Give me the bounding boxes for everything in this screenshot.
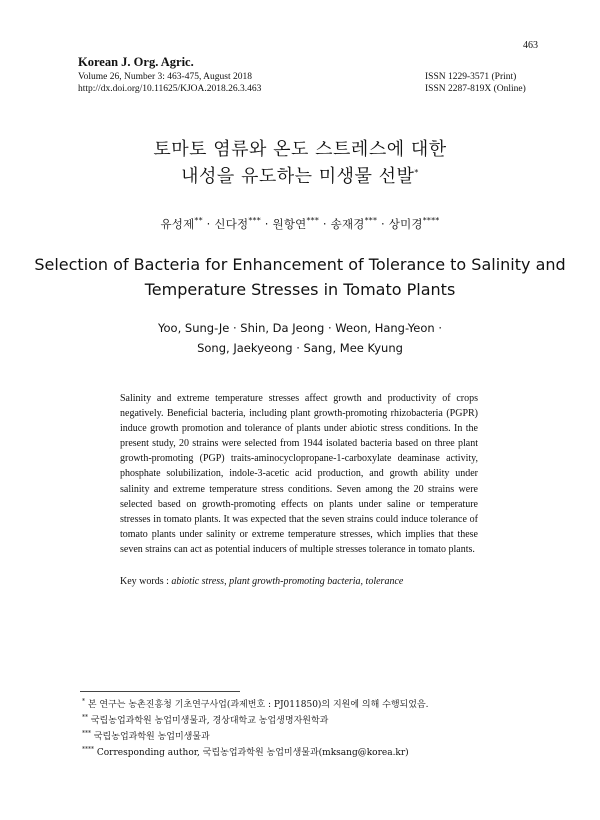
- issn-print: ISSN 1229-3571 (Print): [425, 72, 517, 82]
- issn-online: ISSN 2287-819X (Online): [425, 84, 526, 94]
- footnote-mark: ****: [82, 746, 94, 753]
- author-ko: 신다정: [214, 217, 249, 231]
- footnote-mark: *: [82, 698, 85, 705]
- korean-title-line1: 토마토 염류와 온도 스트레스에 대한: [153, 139, 447, 160]
- footnote-text: 국립농업과학원 농업미생물과: [91, 732, 210, 742]
- korean-authors: [0, 216, 600, 232]
- keywords: [120, 576, 403, 587]
- footnote-mark: ***: [82, 730, 91, 737]
- page-number: 463: [523, 40, 538, 51]
- author-mark: ***: [364, 216, 378, 226]
- author-ko: 원항연: [272, 217, 307, 231]
- separator: ·: [206, 217, 211, 231]
- author-mark: ***: [248, 216, 261, 226]
- footnote-item: [82, 729, 429, 745]
- footnote-item: [82, 713, 429, 729]
- english-title: [0, 252, 600, 302]
- english-authors: [0, 318, 600, 358]
- footnote-divider: [80, 691, 240, 692]
- separator: ·: [322, 217, 327, 231]
- footnote-item: [82, 745, 429, 761]
- journal-name: Korean J. Org. Agric.: [78, 55, 194, 69]
- abstract: Salinity and extreme temperature stresses affect growth and productivity of crops negatively. Beneficial bacteria, including plant growth-promoting rhizobacteria (PGPR) induce growth promotion and tolerance of plants under abiotic stress conditions. In the present study, 20 strains were selected from 1944 isolated bacteria based on three plant growth-promoting (PGP) traits-aminocyclopropane-1-carboxylate deaminase activity, phosphate solubilization, indole-3-acetic acid production, and growth ability under salinity and extreme temperature stress conditions. Seven among the 20 strains were selected based on growth-promoting effects on plants under saline or temperature stresses in tomato plants. It was expected that the seven strains could induce tolerance of tomato plants under salinity or extreme temperature stresses, which implies that these seven strains can act as potential inducers of multiple stresses tolerance in tomato plants.: [120, 393, 478, 555]
- doi-link[interactable]: http://dx.doi.org/10.11625/KJOA.2018.26.3.463: [78, 84, 262, 94]
- header-right: [425, 71, 526, 95]
- english-title-line1: Selection of Bacteria for Enhancement of Tolerance to Salinity and: [34, 255, 566, 274]
- footnotes: [82, 697, 429, 761]
- author-mark: ****: [422, 216, 440, 226]
- author-ko: 상미경: [388, 217, 423, 231]
- separator: ·: [381, 217, 385, 231]
- footnote-mark: **: [82, 714, 88, 721]
- keywords-label: Key words :: [120, 576, 169, 587]
- author-ko: 유성제: [160, 217, 195, 231]
- korean-title-line2: [0, 163, 600, 190]
- keywords-terms: abiotic stress, plant growth-promoting bacteria, tolerance: [171, 576, 404, 587]
- footnote-text: 본 연구는 농촌진흥청 기초연구사업(과제번호 : PJ011850)의 지원에 의해 수행되었음.: [85, 700, 429, 710]
- english-authors-line2: Song, Jaekyeong · Sang, Mee Kyung: [197, 341, 403, 355]
- title-footnote-mark: *: [414, 168, 419, 177]
- author-ko: 송재경: [330, 217, 365, 231]
- english-title-line2: Temperature Stresses in Tomato Plants: [144, 280, 456, 299]
- separator: ·: [264, 217, 269, 231]
- author-mark: ***: [306, 216, 320, 226]
- header-left: [78, 71, 261, 95]
- english-authors-line1: Yoo, Sung-Je · Shin, Da Jeong · Weon, Hang-Yeon ·: [158, 321, 442, 335]
- korean-title-line2-text: 내성을 유도하는 미생물 선발: [181, 166, 415, 187]
- footnote-text: Corresponding author, 국립농업과학원 농업미생물과(mksang@korea.kr): [94, 748, 409, 758]
- footnote-text: 국립농업과학원 농업미생물과, 경상대학교 농업생명자원학과: [88, 716, 329, 726]
- footnote-item: [82, 697, 429, 713]
- author-mark: **: [194, 216, 203, 226]
- korean-title: [0, 136, 600, 190]
- volume-line: Volume 26, Number 3: 463-475, August 2018: [78, 72, 252, 82]
